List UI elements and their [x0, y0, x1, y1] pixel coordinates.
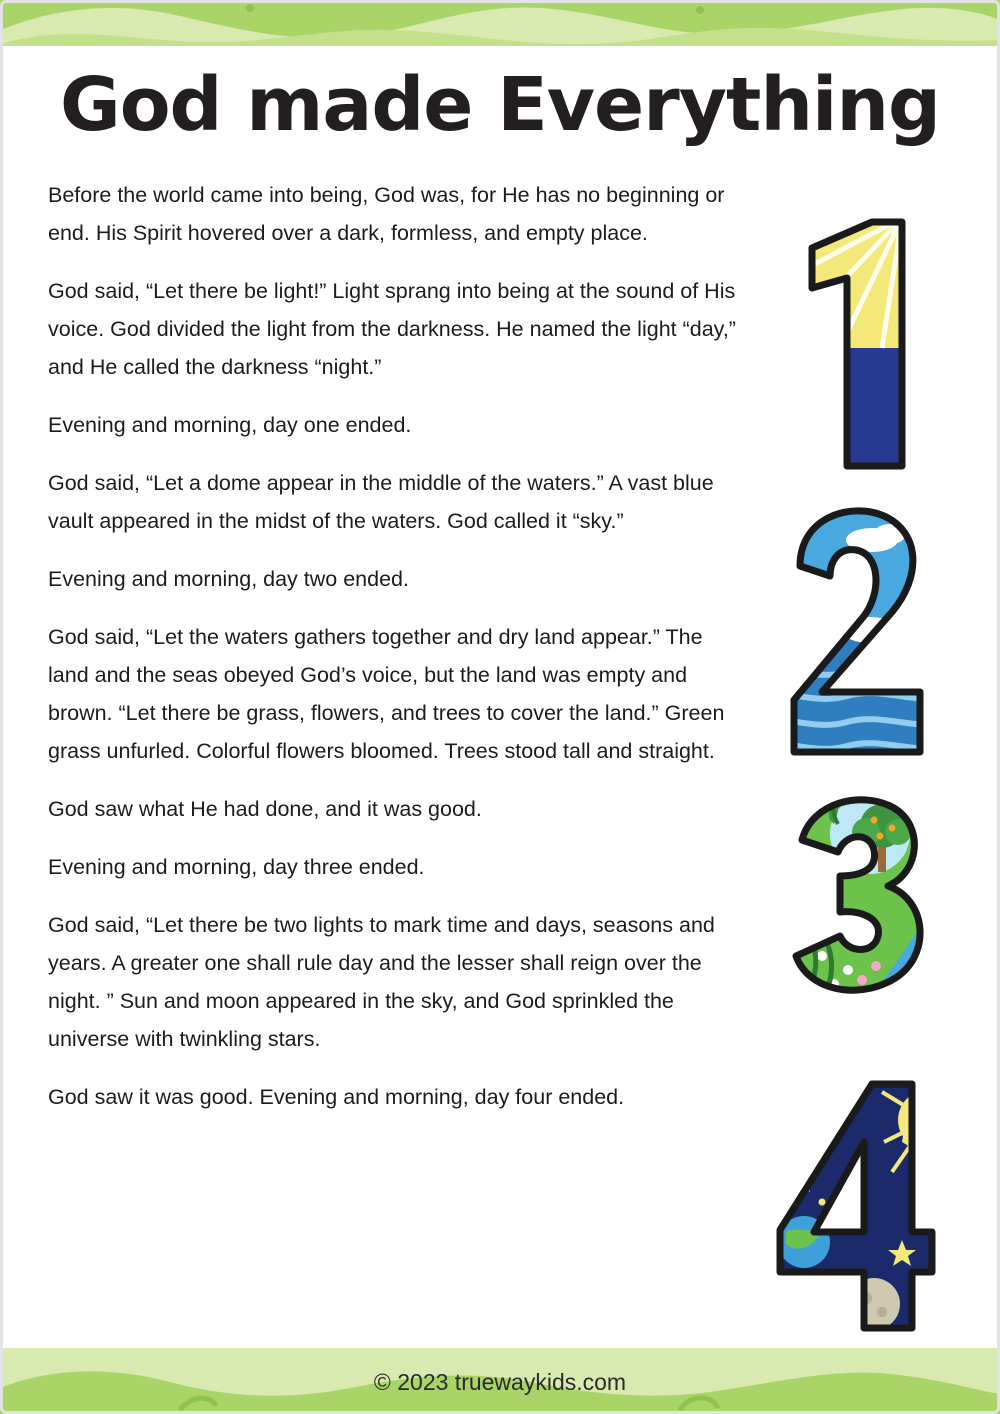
illustration-day-two — [752, 496, 952, 768]
paragraph: Before the world came into being, God was, for He has no beginning or end. His Spirit hovered over a dark, formless, and empty place. — [48, 183, 725, 245]
story-text-column — [48, 176, 748, 1136]
illustration-day-four — [752, 1072, 952, 1344]
illustration-day-one — [752, 208, 952, 480]
day-illustrations-column — [752, 208, 972, 1360]
paragraph: God said, “Let there be light!” Light sprang into being at the sound of His voice. God divided the light from the darkness. He named the light “day,” and He called the darkness “night.” — [48, 279, 736, 379]
paragraph: God said, “Let the waters gathers together and dry land appear.” The land and the seas obeyed God’s voice, but the land was empty and brown. “Let there be grass, flowers, and trees to cover the land.” Green grass unfurled. Colorful flowers bloomed. Trees stood tall and straight. — [48, 625, 725, 763]
paragraph: Evening and morning, day one ended. — [48, 413, 412, 437]
paragraph: God saw what He had done, and it was good. — [48, 797, 482, 821]
paragraph: Evening and morning, day two ended. — [48, 567, 409, 591]
illustration-day-three — [752, 784, 952, 1056]
paragraph: God said, “Let a dome appear in the middle of the waters.” A vast blue vault appeared in the midst of the waters. God called it “sky.” — [48, 471, 714, 533]
paragraph: God said, “Let there be two lights to mark time and days, seasons and years. A greater one shall rule day and the lesser shall reign over the night. ” Sun and moon appeared in the sky, and God sprinkled the universe with twinkling stars. — [48, 913, 715, 1051]
top-decorative-band — [0, 0, 1000, 46]
paragraph: God saw it was good. Evening and morning, day four ended. — [48, 1085, 625, 1109]
page-title: God made Everything — [59, 62, 941, 148]
footer-copyright: © 2023 truewaykids.com — [373, 1369, 627, 1395]
top-band-wave-icon — [0, 0, 1000, 46]
paragraph: Evening and morning, day three ended. — [48, 855, 425, 879]
